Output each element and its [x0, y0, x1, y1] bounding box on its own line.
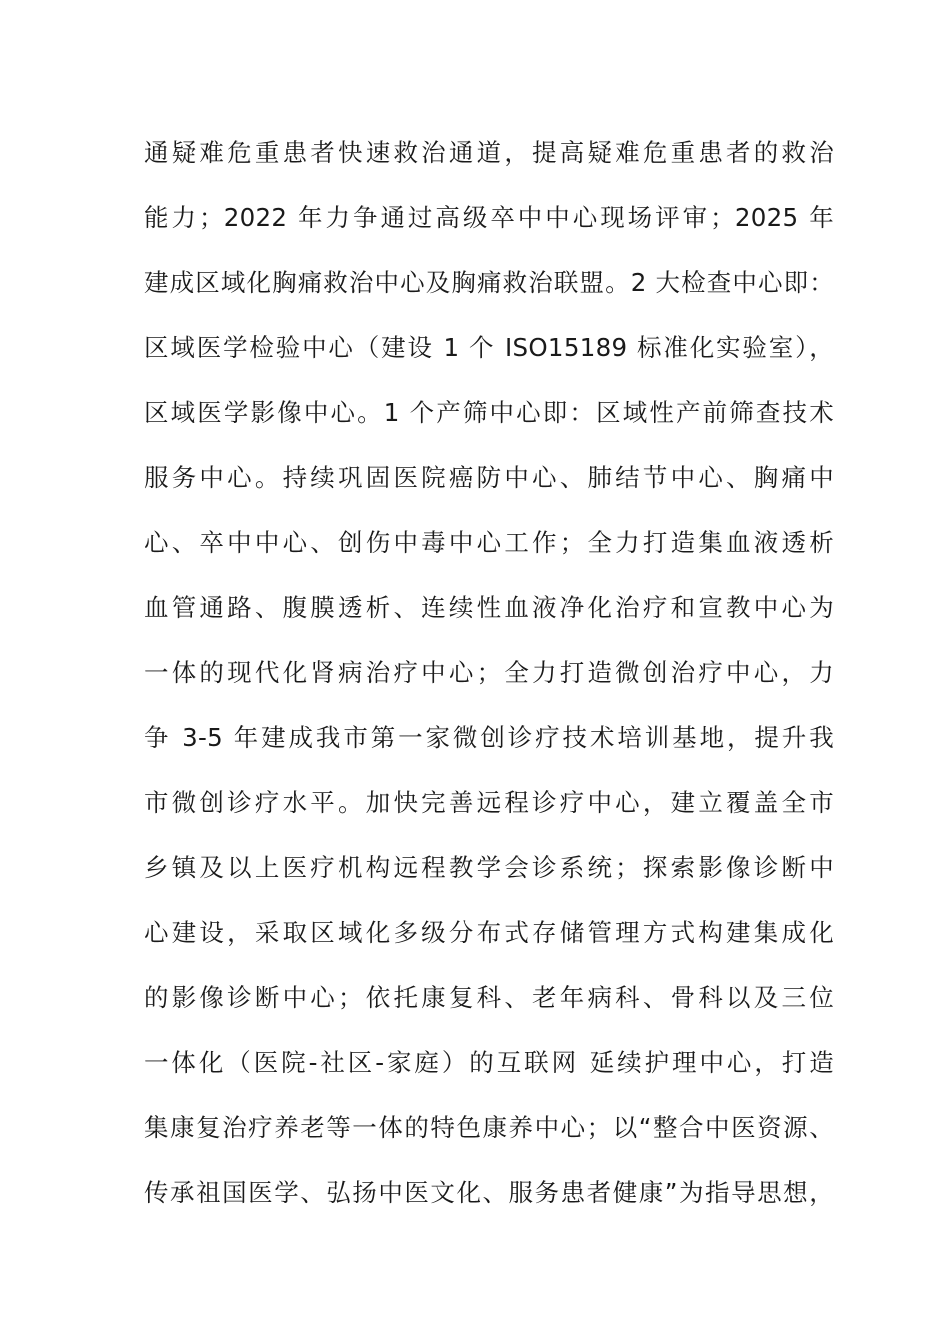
text-line: 乡镇及以上医疗机构远程教学会诊系统；探索影像诊断中 [144, 853, 834, 882]
text-line: 区域医学影像中心。1 个产筛中心即：区域性产前筛查技术 [144, 398, 834, 427]
text-line: 能力；2022 年力争通过高级卒中中心现场评审；2025 年 [144, 203, 834, 232]
text-line: 服务中心。持续巩固医院癌防中心、肺结节中心、胸痛中 [144, 463, 834, 492]
text-line: 传承祖国医学、弘扬中医文化、服务患者健康”为指导思想， [144, 1178, 834, 1207]
text-line: 争 3-5 年建成我市第一家微创诊疗技术培训基地，提升我 [144, 723, 834, 752]
text-line: 血管通路、腹膜透析、连续性血液净化治疗和宣教中心为 [144, 593, 834, 622]
text-line: 心、卒中中心、创伤中毒中心工作；全力打造集血液透析 [144, 528, 834, 557]
text-line: 区域医学检验中心（建设 1 个 ISO15189 标准化实验室）， [144, 333, 834, 362]
text-line: 一体化（医院-社区-家庭）的互联网 延续护理中心，打造 [144, 1048, 834, 1077]
body-paragraph [144, 120, 834, 1225]
text-line: 一体的现代化肾病治疗中心；全力打造微创治疗中心，力 [144, 658, 834, 687]
text-line: 通疑难危重患者快速救治通道，提高疑难危重患者的救治 [144, 138, 834, 167]
text-line: 市微创诊疗水平。加快完善远程诊疗中心，建立覆盖全市 [144, 788, 834, 817]
text-line: 心建设，采取区域化多级分布式存储管理方式构建集成化 [144, 918, 834, 947]
text-line: 的影像诊断中心；依托康复科、老年病科、骨科以及三位 [144, 983, 834, 1012]
text-line: 集康复治疗养老等一体的特色康养中心；以“整合中医资源、 [144, 1113, 834, 1142]
text-line: 建成区域化胸痛救治中心及胸痛救治联盟。2 大检查中心即： [144, 268, 834, 297]
